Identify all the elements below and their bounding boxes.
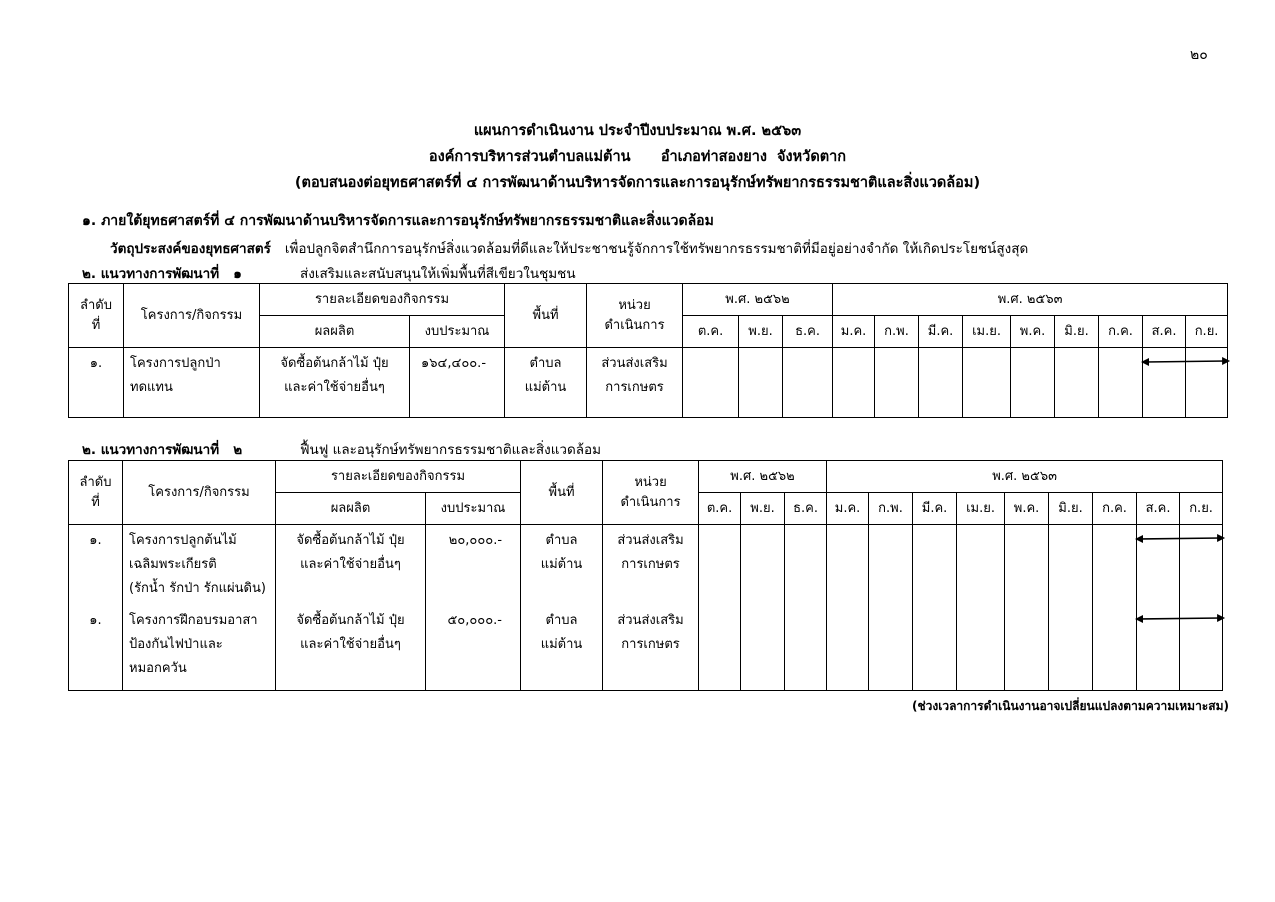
month-header: ม.ค. bbox=[827, 493, 869, 525]
output-cell bbox=[276, 605, 426, 691]
area-line: ตำบล bbox=[529, 356, 562, 371]
title-line-3: (ตอบสนองต่อยุทธศาสตร์ที่ ๔ การพัฒนาด้านบริหารจัดการและการอนุรักษ์ทรัพยากรธรรมชาติและสิ่งแวดล้อม) bbox=[294, 175, 981, 191]
header-budget: งบประมาณ bbox=[410, 316, 505, 348]
output-line: จัดซื้อต้นกล้าไม้ ปุ๋ย bbox=[280, 356, 389, 371]
month-header: พ.ย. bbox=[741, 493, 785, 525]
title-line-1: แผนการดำเนินงาน ประจำปีงบประมาณ พ.ศ. ๒๕๖๓ bbox=[473, 123, 802, 139]
plan-table-1 bbox=[68, 283, 1228, 418]
output-line: จัดซื้อต้นกล้าไม้ ปุ๋ย bbox=[296, 612, 405, 628]
project-cell bbox=[123, 605, 276, 691]
month-cell bbox=[1005, 525, 1049, 605]
header-unit-line: หน่วย bbox=[618, 297, 651, 313]
month-header: ก.พ. bbox=[869, 493, 913, 525]
project-line: เฉลิมพระเกียรติ bbox=[129, 557, 217, 572]
header-area: พื้นที่ bbox=[505, 284, 587, 348]
guideline-2-text: ฟื้นฟู และอนุรักษ์ทรัพยากรธรรมชาติและสิ่งแวดล้อม bbox=[300, 442, 602, 458]
arrow-head-left bbox=[1141, 358, 1149, 366]
header-order-line: ลำดับ bbox=[79, 474, 112, 490]
header-project: โครงการ/กิจกรรม bbox=[123, 461, 276, 525]
schedule-cell bbox=[1143, 348, 1186, 418]
header-details: รายละเอียดของกิจกรรม bbox=[276, 461, 521, 493]
month-cell bbox=[913, 605, 957, 691]
budget-cell: ๑๖๔,๔๐๐.- bbox=[410, 348, 505, 418]
month-cell bbox=[739, 348, 783, 418]
unit-line: การเกษตร bbox=[621, 636, 680, 652]
area-line: แม่ต้าน bbox=[524, 380, 567, 395]
month-cell bbox=[1049, 525, 1093, 605]
header-details: รายละเอียดของกิจกรรม bbox=[260, 284, 505, 316]
table-row bbox=[69, 348, 1228, 418]
month-cell bbox=[1099, 348, 1143, 418]
month-cell bbox=[1005, 605, 1049, 691]
order-cell: ๑. bbox=[69, 525, 123, 605]
document-title bbox=[0, 118, 1275, 196]
month-cell bbox=[869, 605, 913, 691]
strategy-objective bbox=[110, 237, 1028, 259]
header-output: ผลผลิต bbox=[276, 493, 426, 525]
month-header: พ.ย. bbox=[739, 316, 783, 348]
month-cell bbox=[875, 348, 919, 418]
month-cell bbox=[1180, 605, 1223, 691]
header-unit bbox=[603, 461, 699, 525]
header-unit-line: ดำเนินการ bbox=[620, 494, 681, 510]
objective-label: วัตถุประสงค์ของยุทธศาสตร์ bbox=[110, 241, 271, 257]
month-header: ต.ค. bbox=[699, 493, 741, 525]
month-cell bbox=[1186, 348, 1228, 418]
budget-cell: ๒๐,๐๐๐.- bbox=[426, 525, 521, 605]
project-line: โครงการปลูกป่า bbox=[130, 356, 221, 371]
month-header: ธ.ค. bbox=[785, 493, 827, 525]
month-cell bbox=[1011, 348, 1055, 418]
project-cell bbox=[124, 348, 260, 418]
month-header: ก.ย. bbox=[1180, 493, 1223, 525]
month-cell bbox=[869, 525, 913, 605]
project-line: ป้องกันไฟป่าและ bbox=[129, 636, 223, 652]
month-cell bbox=[785, 525, 827, 605]
unit-line: ส่วนส่งเสริม bbox=[617, 533, 684, 548]
month-cell bbox=[833, 348, 875, 418]
area-cell bbox=[505, 348, 587, 418]
output-line: และค่าใช้จ่ายอื่นๆ bbox=[300, 557, 401, 572]
month-header: พ.ค. bbox=[1011, 316, 1055, 348]
page-number: ๒๐ bbox=[1190, 47, 1208, 63]
strategy-heading: ๑. ภายใต้ยุทธศาสตร์ที่ ๔ การพัฒนาด้านบริหารจัดการและการอนุรักษ์ทรัพยากรธรรมชาติและสิ่งแวดล้อม bbox=[82, 213, 714, 229]
month-header: พ.ค. bbox=[1005, 493, 1049, 525]
guideline-1-label: ๒. แนวทางการพัฒนาที่ ๑ bbox=[82, 266, 242, 282]
month-cell bbox=[957, 605, 1005, 691]
area-cell bbox=[521, 605, 603, 691]
title-line-2: องค์การบริหารส่วนตำบลแม่ต้าน อำเภอท่าสองยาง จังหวัดตาก bbox=[428, 149, 847, 165]
plan-table-2 bbox=[68, 460, 1223, 691]
area-line: แม่ต้าน bbox=[540, 636, 583, 652]
output-cell bbox=[260, 348, 410, 418]
month-header: ส.ค. bbox=[1137, 493, 1180, 525]
header-budget: งบประมาณ bbox=[426, 493, 521, 525]
schedule-cell bbox=[1137, 605, 1180, 691]
output-line: จัดซื้อต้นกล้าไม้ ปุ๋ย bbox=[296, 533, 405, 548]
month-header: ก.ค. bbox=[1099, 316, 1143, 348]
month-header: ต.ค. bbox=[683, 316, 739, 348]
header-unit bbox=[587, 284, 683, 348]
unit-cell bbox=[603, 605, 699, 691]
project-line: (รักน้ำ รักป่า รักแผ่นดิน) bbox=[129, 581, 266, 596]
header-year-2563: พ.ศ. ๒๕๖๓ bbox=[833, 284, 1228, 316]
month-cell bbox=[741, 605, 785, 691]
month-header: เม.ย. bbox=[957, 493, 1005, 525]
output-line: และค่าใช้จ่ายอื่นๆ bbox=[300, 636, 401, 652]
header-order-line: ที่ bbox=[91, 317, 101, 333]
header-project: โครงการ/กิจกรรม bbox=[124, 284, 260, 348]
month-cell bbox=[785, 605, 827, 691]
header-order bbox=[69, 461, 123, 525]
month-cell bbox=[741, 525, 785, 605]
header-year-2563: พ.ศ. ๒๕๖๓ bbox=[827, 461, 1223, 493]
unit-line: ส่วนส่งเสริม bbox=[601, 356, 668, 371]
month-cell bbox=[913, 525, 957, 605]
header-order-line: ลำดับ bbox=[80, 297, 112, 313]
project-line: ทดแทน bbox=[130, 380, 173, 395]
objective-text: เพื่อปลูกจิตสำนึกการอนุรักษ์สิ่งแวดล้อมที่ดีและให้ประชาชนรู้จักการใช้ทรัพยากรธรรมชาติที่มีอยู่อย่างจำกัด ให้เกิดประโยชน์สูงสุด bbox=[284, 241, 1029, 257]
project-line: หมอกควัน bbox=[129, 660, 187, 676]
month-cell bbox=[1093, 525, 1137, 605]
month-cell bbox=[1055, 348, 1099, 418]
area-line: ตำบล bbox=[545, 533, 578, 548]
project-line: โครงการฝึกอบรมอาสา bbox=[129, 612, 258, 628]
guideline-1-text: ส่งเสริมและสนับสนุนให้เพิ่มพื้นที่สีเขียวในชุมชน bbox=[300, 266, 576, 282]
header-output: ผลผลิต bbox=[260, 316, 410, 348]
month-header: มี.ค. bbox=[913, 493, 957, 525]
month-cell bbox=[699, 525, 741, 605]
header-unit-line: ดำเนินการ bbox=[604, 317, 665, 333]
month-header: มิ.ย. bbox=[1055, 316, 1099, 348]
month-cell bbox=[699, 605, 741, 691]
order-cell: ๑. bbox=[69, 605, 123, 691]
schedule-cell bbox=[1137, 525, 1180, 605]
order-cell: ๑. bbox=[69, 348, 124, 418]
output-cell bbox=[276, 525, 426, 605]
project-line: โครงการปลูกต้นไม้ bbox=[129, 533, 237, 548]
area-line: ตำบล bbox=[545, 612, 578, 628]
header-order bbox=[69, 284, 124, 348]
month-cell bbox=[963, 348, 1011, 418]
month-header: ส.ค. bbox=[1143, 316, 1186, 348]
table-row bbox=[69, 605, 1223, 691]
month-header: ก.พ. bbox=[875, 316, 919, 348]
month-header: ก.ย. bbox=[1186, 316, 1228, 348]
header-order-line: ที่ bbox=[91, 494, 100, 510]
month-cell bbox=[683, 348, 739, 418]
table-row bbox=[69, 525, 1223, 605]
unit-line: ส่วนส่งเสริม bbox=[617, 612, 684, 628]
header-year-2562: พ.ศ. ๒๕๖๒ bbox=[699, 461, 827, 493]
guideline-2 bbox=[82, 438, 601, 460]
unit-cell bbox=[603, 525, 699, 605]
arrow-head-left bbox=[1135, 535, 1143, 543]
unit-line: การเกษตร bbox=[605, 380, 664, 395]
month-cell bbox=[783, 348, 833, 418]
area-cell bbox=[521, 525, 603, 605]
arrow-head-left bbox=[1135, 615, 1143, 623]
budget-cell: ๕๐,๐๐๐.- bbox=[426, 605, 521, 691]
guideline-1 bbox=[82, 262, 576, 284]
month-header: ก.ค. bbox=[1093, 493, 1137, 525]
month-cell bbox=[957, 525, 1005, 605]
project-cell bbox=[123, 525, 276, 605]
month-cell bbox=[1049, 605, 1093, 691]
header-unit-line: หน่วย bbox=[634, 474, 667, 490]
unit-line: การเกษตร bbox=[621, 557, 680, 572]
month-header: มิ.ย. bbox=[1049, 493, 1093, 525]
month-header: ธ.ค. bbox=[783, 316, 833, 348]
month-cell bbox=[1180, 525, 1223, 605]
month-header: เม.ย. bbox=[963, 316, 1011, 348]
month-cell bbox=[827, 525, 869, 605]
month-cell bbox=[919, 348, 963, 418]
month-cell bbox=[827, 605, 869, 691]
month-header: ม.ค. bbox=[833, 316, 875, 348]
output-line: และค่าใช้จ่ายอื่นๆ bbox=[284, 380, 385, 395]
header-year-2562: พ.ศ. ๒๕๖๒ bbox=[683, 284, 833, 316]
guideline-2-label: ๒. แนวทางการพัฒนาที่ ๒ bbox=[82, 442, 243, 458]
area-line: แม่ต้าน bbox=[540, 557, 583, 572]
month-header: มี.ค. bbox=[919, 316, 963, 348]
header-area: พื้นที่ bbox=[521, 461, 603, 525]
month-cell bbox=[1093, 605, 1137, 691]
unit-cell bbox=[587, 348, 683, 418]
schedule-footnote: (ช่วงเวลาการดำเนินงานอาจเปลี่ยนแปลงตามความเหมาะสม) bbox=[912, 699, 1229, 713]
